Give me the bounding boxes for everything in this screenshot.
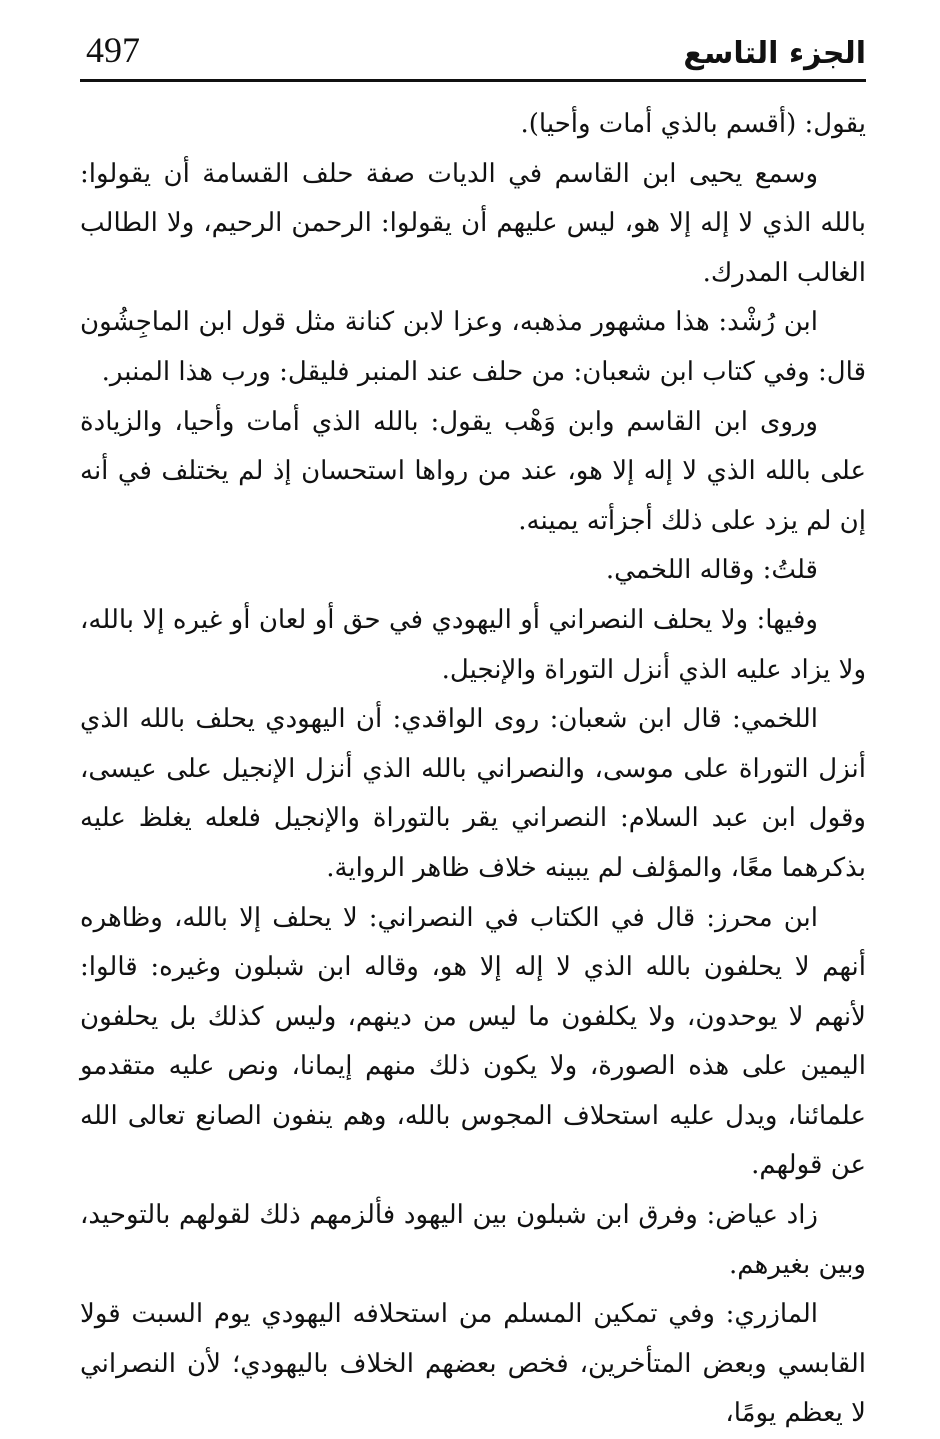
paragraph-5: قلتُ: وقاله اللخمي. — [605, 555, 818, 586]
paragraph-7: اللخمي: قال ابن شعبان: روى الواقدي: أن اليهودي يحلف بالله الذي أنزل التوراة على موسى، والنصراني بالله الذي أنزل الإنجيل على عيسى، وقول ابن عبد السلام: النصراني يقر بالتوراة والإنجيل فلعله يغلظ عليه بذكرهما معًا، والمؤلف لم يبينه خلاف ظاهر الرواية. — [80, 704, 866, 883]
page-body — [80, 100, 866, 1439]
running-title: الجزء التاسع — [683, 36, 866, 71]
page-header — [80, 28, 866, 82]
paragraph-8: ابن محرز: قال في الكتاب في النصراني: لا يحلف إلا بالله، وظاهره أنهم لا يحلفون بالله الذي لا إله إلا هو، وقاله ابن شبلون وغيره: قالوا: لأنهم لا يوحدون، ولا يكلفون ما ليس من دينهم، وليس كذلك بل يحلفون اليمين على هذه الصورة، ولا يكون ذلك منهم إيمانا، ونص عليه متقدمو علمائنا، ويدل عليه استحلاف المجوس بالله، وهم ينفون الصانع تعالى الله عن قولهم. — [80, 902, 866, 1181]
header-divider — [80, 79, 866, 82]
paragraph-2: وسمع يحيى ابن القاسم في الديات صفة حلف القسامة أن يقولوا: بالله الذي لا إله إلا هو، ليس عليهم أن يقولوا: الرحمن الرحيم، ولا الطالب الغالب المدرك. — [80, 158, 866, 288]
paragraph-10: المازري: وفي تمكين المسلم من استحلافه اليهودي يوم السبت قولا القابسي وبعض المتأخرين، فخص بعضهم الخلاف باليهودي؛ لأن النصراني لا يعظم يومًا، — [80, 1299, 866, 1429]
paragraph-9: زاد عياض: وفرق ابن شبلون بين اليهود فألزمهم ذلك لقولهم بالتوحيد، وبين بغيرهم. — [80, 1200, 866, 1280]
paragraph-1: يقول: (أقسم بالذي أمات وأحيا). — [520, 109, 866, 139]
paragraph-3: ابن رُشْد: هذا مشهور مذهبه، وعزا لابن كنانة مثل قول ابن الماجِشُون قال: وفي كتاب ابن شعبان: من حلف عند المنبر فليقل: ورب هذا المنبر. — [80, 307, 866, 387]
paragraph-4: وروى ابن القاسم وابن وَهْب يقول: بالله الذي أمات وأحيا، والزيادة على بالله الذي لا إله إلا هو، عند من رواها استحسان إذ لم يختلف في أنه إن لم يزد على ذلك أجزأته يمينه. — [80, 406, 866, 536]
page-number: 497 — [86, 30, 140, 70]
paragraph-6: وفيها: ولا يحلف النصراني أو اليهودي في حق أو لعان أو غيره إلا بالله، ولا يزاد عليه الذي أنزل التوراة والإنجيل. — [80, 604, 866, 685]
